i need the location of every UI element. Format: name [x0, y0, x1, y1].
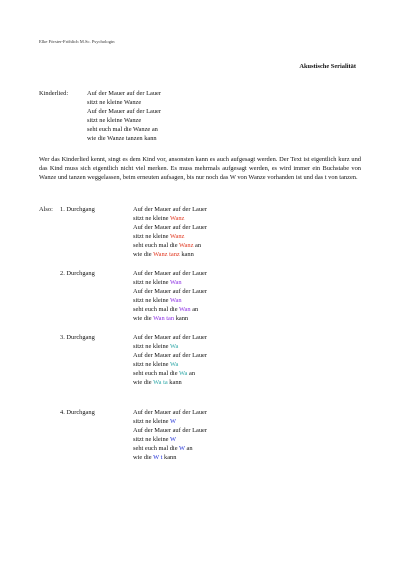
author-header: Elke Förster-Fröhlich M.Sc. Psychologin — [39, 39, 115, 44]
lyric-line — [133, 214, 207, 223]
lyric-text: seht euch mal die — [133, 370, 180, 377]
lyric-line: seht euch mal die Wanze an — [87, 126, 158, 133]
also-label: Also: — [39, 206, 53, 213]
lyric-text: an — [184, 445, 193, 452]
lyric-text: seht euch mal die — [133, 306, 180, 313]
highlight-word: W t — [153, 454, 163, 461]
lyric-text: sitzt ne kleine — [133, 297, 170, 304]
lyric-line — [133, 444, 207, 453]
lyric-line — [133, 378, 207, 387]
lyric-text: seht euch mal die — [133, 445, 180, 452]
lyric-line: Auf der Mauer auf der Lauer — [87, 108, 161, 115]
highlight-word: Wanz — [179, 242, 194, 249]
lyric-line: Auf der Mauer auf der Lauer — [133, 352, 207, 359]
lyric-line: Auf der Mauer auf der Lauer — [133, 224, 207, 231]
lyric-line: Auf der Mauer auf der Lauer — [133, 427, 207, 434]
lyric-text: kann — [162, 454, 177, 461]
explanation-paragraph: Wer das Kinderlied kennt, singt es dem Kind vor, ansonsten kann es auch aufgesagt werden. Der Text ist eigentlich kurz und das Kind muss sich eigentlich nicht viel merken. Es muss mehrmals aufgesagt werden, es wird immer ein Buchstabe von Wanze und tanzen weggelassen, beim erneuten aufsagen, bis nur noch das W von Wanze vorhanden ist und das t von tanzen. — [39, 156, 361, 181]
lyric-line: Auf der Mauer auf der Lauer — [133, 334, 207, 341]
lyric-line — [133, 435, 207, 444]
lyric-line — [133, 369, 207, 378]
highlight-word: Wa — [169, 343, 179, 350]
highlight-word: Wanz — [169, 233, 185, 240]
lyric-text: an — [187, 370, 196, 377]
durchgang-label: 1. Durchgang — [60, 206, 95, 213]
durchgang-lyrics — [133, 269, 207, 323]
lyric-line — [133, 250, 207, 259]
page-title: Akustische Serialität — [299, 63, 356, 70]
lyric-line: sitzt ne kleine Wanze — [87, 117, 142, 124]
highlight-word: Wanz tanz — [153, 251, 180, 258]
lyric-line: Auf der Mauer auf der Lauer — [133, 270, 207, 277]
highlight-word: Wa — [169, 361, 179, 368]
highlight-word: Wa — [179, 370, 188, 377]
lyric-line: sitzt ne kleine Wanze — [87, 99, 142, 106]
lyric-line: Auf der Mauer auf der Lauer — [87, 90, 161, 97]
highlight-word: Wa ta — [153, 379, 168, 386]
lyric-line — [133, 232, 207, 241]
lyric-text: sitzt ne kleine — [133, 436, 170, 443]
highlight-word: Wan tan — [153, 315, 175, 322]
lyric-line — [133, 360, 207, 369]
lyric-text: sitzt ne kleine — [133, 418, 170, 425]
lyric-text: an — [190, 306, 199, 313]
durchgang-label: 3. Durchgang — [60, 334, 95, 341]
lyric-line — [133, 296, 207, 305]
durchgang-label: 4. Durchgang — [60, 409, 95, 416]
highlight-word: Wan — [179, 306, 191, 313]
lyric-line: wie die Wanze tanzen kann — [87, 135, 157, 142]
lyric-text: sitzt ne kleine — [133, 215, 170, 222]
lyric-line — [133, 241, 207, 250]
lyric-text: kann — [167, 379, 182, 386]
durchgang-label: 2. Durchgang — [60, 270, 95, 277]
lyric-line — [133, 314, 207, 323]
lyric-line: Auf der Mauer auf der Lauer — [133, 288, 207, 295]
kinderlied-label: Kinderlied: — [39, 90, 69, 97]
lyric-text: wie die — [133, 379, 154, 386]
highlight-word: Wan — [169, 279, 182, 286]
lyric-line: Auf der Mauer auf der Lauer — [133, 409, 207, 416]
lyric-text: sitzt ne kleine — [133, 361, 170, 368]
durchgang-lyrics — [133, 333, 207, 387]
lyric-line — [133, 278, 207, 287]
highlight-word: W — [169, 436, 177, 443]
lyric-text: an — [193, 242, 202, 249]
lyric-text: sitzt ne kleine — [133, 343, 170, 350]
lyric-text: wie die — [133, 454, 154, 461]
lyric-line — [133, 417, 207, 426]
lyric-line — [133, 305, 207, 314]
lyric-line: Auf der Mauer auf der Lauer — [133, 206, 207, 213]
lyric-text: sitzt ne kleine — [133, 233, 170, 240]
lyric-text: wie die — [133, 251, 154, 258]
highlight-word: W — [179, 445, 185, 452]
lyric-line — [133, 453, 207, 462]
lyric-text: sitzt ne kleine — [133, 279, 170, 286]
lyric-line — [133, 342, 207, 351]
highlight-word: Wanz — [169, 215, 185, 222]
highlight-word: Wan — [169, 297, 182, 304]
highlight-word: W — [169, 418, 177, 425]
durchgang-lyrics — [133, 205, 207, 259]
lyric-text: kann — [179, 251, 194, 258]
lyric-text: kann — [174, 315, 189, 322]
lyric-text: seht euch mal die — [133, 242, 180, 249]
kinderlied-lyrics — [87, 89, 161, 143]
lyric-text: wie die — [133, 315, 154, 322]
durchgang-lyrics — [133, 408, 207, 462]
